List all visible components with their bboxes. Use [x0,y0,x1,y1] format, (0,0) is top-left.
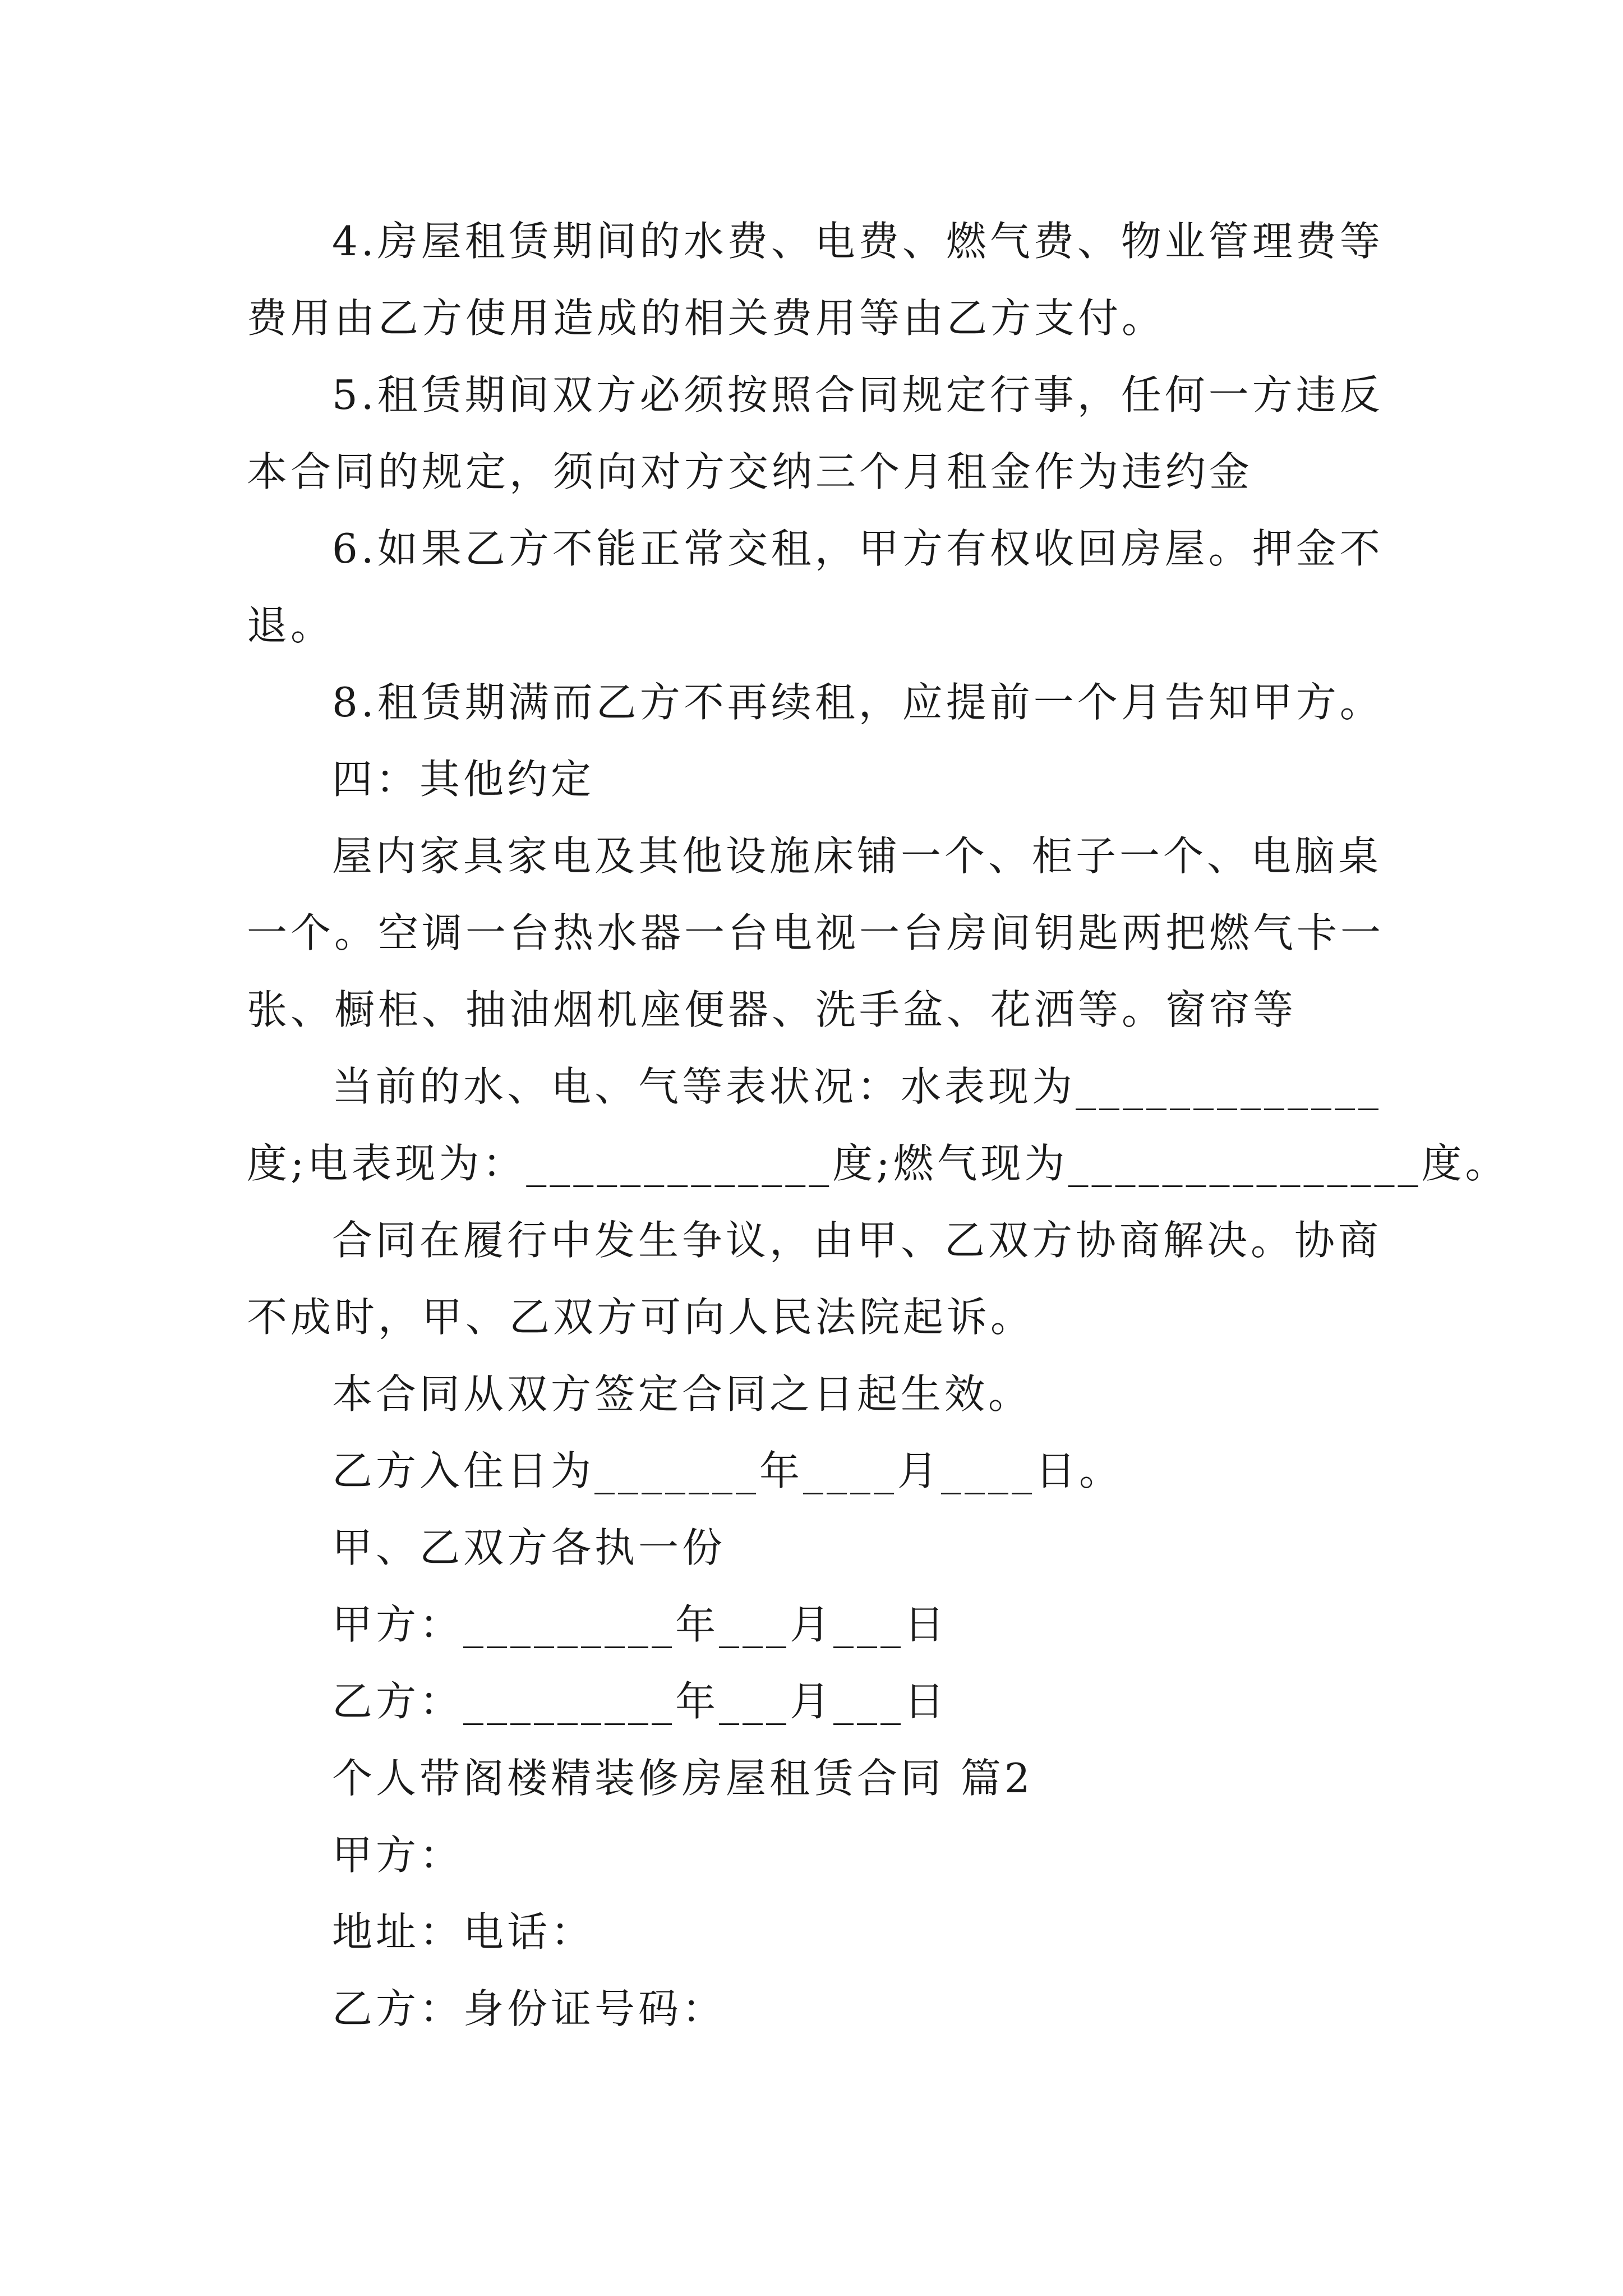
address-phone-label: 地址：电话： [332,1908,595,1955]
text-line: 本合同的规定，须向对方交纳三个月租金作为违约金 [247,448,1253,495]
section-heading: 四：其他约定 [332,756,595,803]
contract-title: 个人带阁楼精装修房屋租赁合同 篇2 [332,1755,1034,1802]
text-line: 8.租赁期满而乙方不再续租，应提前一个月告知甲方。 [332,679,1384,726]
text-line: 费用由乙方使用造成的相关费用等由乙方支付。 [247,295,1166,342]
text-line: 5.租赁期间双方必须按照合同规定行事，任何一方违反 [332,371,1384,418]
meter-readings-line: 当前的水、电、气等表状况：水表现为_____________ [332,1063,1382,1110]
text-line: 一个。空调一台热水器一台电视一台房间钥匙两把燃气卡一 [247,909,1385,956]
meter-readings-line: 度;电表现为：_____________度;燃气现为_______________度。 [247,1140,1509,1187]
text-line: 甲、乙双方各执一份 [332,1524,726,1571]
party-b-id-label: 乙方：身份证号码： [332,1985,726,2032]
party-b-signature-line: 乙方：_________年___月___日 [332,1678,948,1725]
text-line: 本合同从双方签定合同之日起生效。 [332,1370,1032,1418]
document-body [247,203,1509,2047]
text-line: 6.如果乙方不能正常交租，甲方有权收回房屋。押金不 [332,525,1384,572]
text-line: 4.房屋租赁期间的水费、电费、燃气费、物业管理费等 [332,218,1384,265]
text-line: 张、橱柜、抽油烟机座便器、洗手盆、花洒等。窗帘等 [247,986,1297,1033]
party-a-label: 甲方： [332,1832,464,1879]
text-line: 屋内家具家电及其他设施床铺一个、柜子一个、电脑桌 [332,832,1382,880]
party-a-signature-line: 甲方：_________年___月___日 [332,1601,948,1648]
text-line: 合同在履行中发生争议，由甲、乙双方协商解决。协商 [332,1217,1382,1264]
text-line: 退。 [247,602,335,649]
text-line: 不成时，甲、乙双方可向人民法院起诉。 [247,1294,1035,1341]
move-in-date-line: 乙方入住日为_______年____月____日。 [332,1447,1123,1494]
